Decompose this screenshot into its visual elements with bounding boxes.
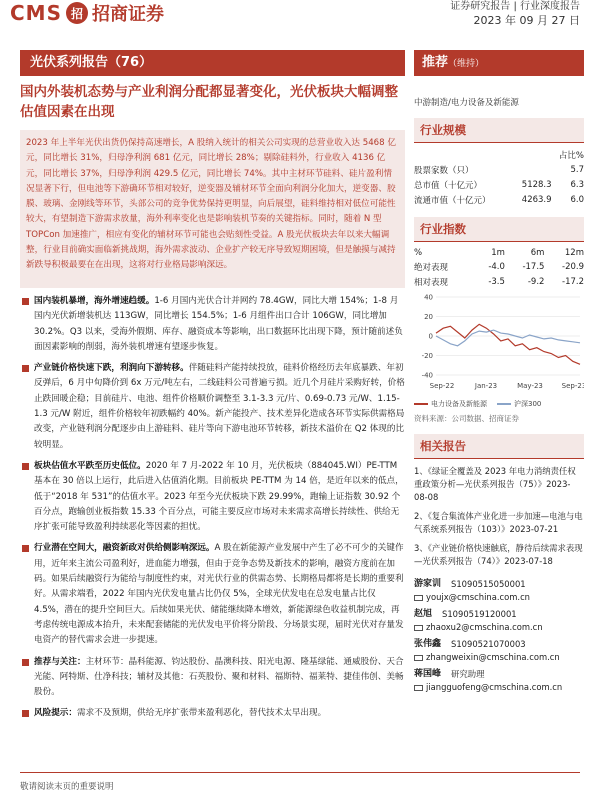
series-title: 光伏系列报告（76）	[20, 50, 405, 76]
analyst-id: S1090521070003	[451, 639, 526, 649]
index-value: -4.0	[488, 261, 505, 272]
index-value: -20.9	[562, 261, 584, 272]
x-tick-label: Jan-23	[474, 382, 498, 390]
section-item	[20, 294, 405, 355]
analyst-entry	[414, 608, 584, 634]
scale-value: 4263.9	[521, 194, 552, 205]
index-label: 相对表现	[414, 277, 449, 288]
side-column	[414, 50, 584, 694]
section-text: 1-6 月国内光伏合计并网约 78.4GW，同比大增 154%；1-8 月国内光伏新增装机达 113GW，同比增长 154.5%；1-6 月组件出口合计 106GW，同比增加 30.2%。Q3 以来，受海外假期、库存、融资成本等影响，出口数据环比出现下降，预计随前述负面因素影响的削弱，海外装机增速有望逐步恢复。	[34, 296, 403, 352]
index-value: -3.5	[488, 276, 505, 287]
scale-label: 股票家数（只）	[414, 165, 474, 176]
section-lead: 产业链价格快速下跌，利润向下游转移。	[34, 363, 189, 374]
index-label: 绝对表现	[414, 262, 449, 273]
scale-value	[513, 162, 552, 177]
analyst-name: 游家训	[414, 579, 442, 589]
legend-item-2: 沪深300	[497, 399, 541, 409]
y-tick-label: 40	[424, 293, 433, 302]
company-logo	[10, 0, 164, 26]
bullet-icon	[22, 463, 29, 470]
rating-sub: （维持）	[448, 59, 485, 69]
scale-pct: 6.3	[570, 179, 584, 190]
analyst-entry	[414, 638, 584, 664]
scale-row	[414, 177, 584, 192]
index-row	[414, 274, 584, 289]
rating: 推荐	[422, 55, 449, 70]
section-item	[20, 706, 405, 721]
index-value: -9.2	[527, 276, 545, 287]
analyst-id: 研究助理	[451, 669, 485, 679]
index-table	[414, 246, 584, 289]
summary-box: 2023 年上半年光伏出货仍保持高速增长，A 股纳入统计的相关公司实现的总营业收入达 5468 亿元，同比增长 31%，归母净利润 681 亿元，同比增长 28%；剔除硅料外，行业收入 4136 亿元，同比增长 37%，归母净利润 429.5 亿元，同比增长 74%。其中主材环节硅料、硅片盈利情况显著下行，但电池等下游确环节相对较好，逆变器及辅材环节全面向利润分化加大，逆变器、胶膜、玻璃、金刚线等环节，头部公司的竞争优势保持更明显，向后展望，硅料维持相对低位可能性较大，有望制造下游需求放量，海外利率变化也是影响装机节奏的关键指标。同时，随着 N 型 TOPCon 加速推广，相应有变化的辅材环节可能也会贴刻性受益。A 股光伏板块去年以来大幅调整，行业目前确实面临新挑战期，海外需求波动、企业扩产较无序导致短期困境，但是触摸与减持新跌导积极最要在在出现，这将对行业格局影响深远。	[20, 130, 405, 288]
section-lead: 国内装机暴增，海外增速趋缓。	[34, 296, 155, 306]
analyst-name: 蒋国峰	[414, 669, 442, 679]
index-chart	[414, 291, 584, 424]
chart-source: 资料来源：公司数据、招商证券	[414, 414, 519, 423]
index-header-row	[414, 246, 584, 259]
section-lead: 行业潜在空间大，融资新政对供给侧影响深远。	[34, 543, 215, 554]
bullet-icon	[22, 298, 29, 305]
index-header-cell: 12m	[564, 247, 584, 258]
scale-pct: 6.0	[570, 194, 584, 205]
email-icon	[414, 595, 423, 601]
scale-heading: 行业规模	[414, 118, 584, 143]
section-lead: 推荐与关注：	[34, 656, 86, 667]
section-text: 2020 年 7 月-2022 年 10 月，光伏板块（884045.WI）PE-TTM 基本在 30 倍以上运行，此后进入估值消化期。目前板块 PE-TTM 为 14 倍，是近年以来的低点，低于“2018 年 531”的估值水平。2023 年至今光伏板块下跌 29.99%，跑输上证指数 30.92 个百分点，跑输创业板指数 15.33 个百分点，可能主要反应市场对未来需求高增长持续性、供给无序扩张可能导致盈利持续恶化等因素的担忧。	[34, 460, 404, 533]
scale-pct: 5.7	[570, 164, 584, 175]
analyst-name: 张伟鑫	[414, 639, 442, 649]
legend-item-1: 电力设备及新能源	[414, 399, 487, 409]
section-item	[20, 361, 405, 453]
index-header-cell: 1m	[491, 247, 505, 258]
analyst-email[interactable]: jiangguofeng@cmschina.com.cn	[426, 682, 563, 692]
section-lead: 板块估值水平跌至历史低位。	[34, 460, 146, 471]
scale-label: 流通市值（十亿元）	[414, 195, 491, 206]
series-line-1	[436, 324, 580, 364]
index-value: -17.5	[522, 261, 545, 272]
analyst-id: S1090515050001	[451, 579, 526, 589]
rating-bar	[414, 50, 584, 76]
footer-note: 敬请阅读末页的重要说明	[20, 782, 114, 792]
section-text: 主材环节：晶科能源、钧达股份、晶澳科技、阳光电源、隆基绿能、通威股份、天合光能、阿特斯、仕净科技；辅材及其他：石英股份、聚和材料、福斯特、福莱特、捷佳伟创、美畅股份。	[34, 656, 404, 698]
report-date: 2023 年 09 月 27 日	[473, 14, 580, 27]
y-tick-label: 0	[428, 332, 433, 341]
report-title: 国内外装机态势与产业利润分配都显著变化，光伏板块大幅调整估值因素在出现	[20, 84, 398, 120]
scale-value: 5128.3	[521, 179, 552, 190]
index-chart-svg	[414, 291, 584, 391]
scale-row	[414, 162, 584, 177]
x-tick-label: May-23	[517, 382, 543, 390]
scale-label: 总市值（十亿元）	[414, 180, 483, 191]
analyst-entry	[414, 578, 584, 604]
index-row	[414, 259, 584, 274]
industry-label: 中游制造/电力设备及新能源	[414, 98, 519, 108]
analyst-list	[414, 578, 584, 694]
analyst-email[interactable]: youjx@cmschina.com.cn	[426, 592, 530, 602]
section-list	[20, 294, 405, 722]
logo-mark-icon: 招	[66, 2, 88, 24]
email-icon	[414, 625, 423, 631]
x-tick-label: Sep-23	[561, 382, 584, 390]
scale-unit: 占比%	[558, 150, 584, 161]
index-heading: 行业指数	[414, 217, 584, 242]
related-heading: 相关报告	[414, 434, 584, 459]
y-tick-label: -40	[421, 371, 433, 380]
footer-divider	[20, 772, 580, 773]
bullet-icon	[22, 710, 29, 717]
analyst-entry	[414, 668, 584, 694]
email-icon	[414, 655, 423, 661]
email-icon	[414, 685, 423, 691]
section-item	[20, 655, 405, 701]
related-report-link[interactable]: 3、《产业链价格快速触底，静待后续需求表现—光伏系列报告（74）》2023-07-18	[414, 543, 583, 566]
analyst-id: S1090519120001	[442, 609, 517, 619]
section-text: A 股在新能源产业发展中产生了必不可少的关键作用，近年来主流公司盈利好，进血能力增强，但由于竞争态势及新技术的影响，融资方度前在加码。如果后续融资行为能给与制度性约束，对光伏行业的供需态势、长期格局都将是长期的重要利好。从需求端看，2022 年国内光伏发电量占比仍仅 5%，全球光伏发电在总发电量占比仅 4.5%，潜在的提升空间巨大。后续如果光伏、储能继续降本增效，新能源绿色收益机制完成，再考虑传统电源成本抬升，未来配套储能的光伏发电平价将分阶段、分场景实现，届时光伏对存量发电资产的替代需求会进一步提速。	[34, 543, 404, 646]
main-column	[20, 50, 405, 722]
related-list	[414, 465, 584, 568]
index-header-cell: 6m	[530, 247, 545, 258]
chart-legend	[414, 399, 584, 409]
index-value: -17.2	[562, 276, 584, 287]
section-text: 需求不及预期，供给无序扩张带来盈利恶化，替代技术太早出现。	[76, 708, 327, 719]
logo-text-en: CMS	[10, 1, 62, 25]
bullet-icon	[22, 659, 29, 666]
section-lead: 风险提示：	[34, 708, 77, 719]
y-tick-label: 20	[424, 313, 433, 321]
x-tick-label: Sep-22	[429, 382, 455, 390]
section-item	[20, 541, 405, 648]
index-header-cell: %	[414, 247, 423, 258]
scale-table	[414, 147, 584, 207]
analyst-email[interactable]: zhangweixin@cmschina.com.cn	[426, 652, 560, 662]
scale-row	[414, 192, 584, 207]
section-item	[20, 459, 405, 535]
bullet-icon	[22, 365, 29, 372]
section-text: 伴随硅料产能持续投放，硅料价格经历去年底暴跌、年初反弹后，6 月中旬降价到 6x 万元/吨左右，二线硅料公司普遍亏损。近几个月硅片采购好转，价格止跌回暖企稳；目前硅片、电池、组件价格顺价调整至 3.1-3.3 元/片、0.69-0.73 元/W、1.15-1.3 元/W 附近，组件价格较年初跌幅约 40%。新产能投产、技术差异化造成各环节实际供需格局改变，产业链利润分配逐步由上游硅料、硅片等向下游电池环节转移，新技术溢价在 Q2 体现的比较明显。	[34, 363, 405, 450]
page-header	[0, 0, 600, 34]
analyst-name: 赵旭	[414, 609, 433, 619]
related-report-link[interactable]: 2、《复合集流体产业化进一步加速—电池与电气系统系列报告（103）》2023-07-21	[414, 511, 583, 534]
report-type: 证券研究报告 | 行业深度报告	[450, 1, 580, 12]
y-tick-label: -20	[421, 352, 433, 360]
header-meta	[450, 0, 580, 28]
bullet-icon	[22, 545, 29, 552]
analyst-email[interactable]: zhaoxu2@cmschina.com.cn	[426, 622, 543, 632]
logo-text-cn: 招商证券	[91, 4, 164, 25]
related-report-link[interactable]: 1、《绿证全覆盖及 2023 年电力消纳责任权重政策分析—光伏系列报告（75）》2023-08-08	[414, 466, 576, 502]
